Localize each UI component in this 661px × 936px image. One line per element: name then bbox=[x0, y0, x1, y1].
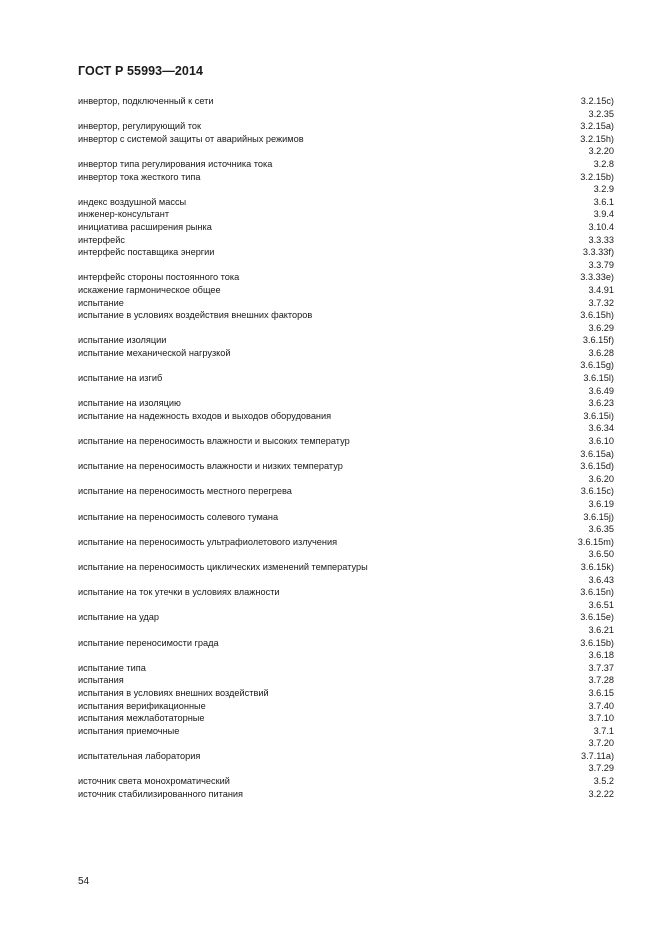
index-term: инвертор тока жесткого типа bbox=[78, 171, 201, 182]
index-row bbox=[78, 234, 614, 247]
index-term: инвертор типа регулирования источника тока bbox=[78, 158, 273, 169]
index-row bbox=[78, 359, 614, 372]
index-row bbox=[78, 637, 614, 650]
index-term: испытание на удар bbox=[78, 612, 159, 623]
index-row bbox=[78, 158, 614, 171]
index-reference: 3.6.1 bbox=[593, 196, 614, 207]
index-reference: 3.6.29 bbox=[588, 322, 614, 333]
index-term: испытания в условиях внешних воздействий bbox=[78, 687, 269, 698]
index-term: испытание на переносимость влажности и высоких температур bbox=[78, 436, 350, 447]
index-row bbox=[78, 183, 614, 196]
index-row bbox=[78, 322, 614, 335]
index-reference: 3.6.15i) bbox=[583, 410, 614, 421]
index-reference: 3.7.37 bbox=[588, 662, 614, 673]
index-row bbox=[78, 611, 614, 624]
index-term: интерфейс bbox=[78, 234, 125, 245]
index-term: искажение гармоническое общее bbox=[78, 284, 221, 295]
index-term: инициатива расширения рынка bbox=[78, 221, 212, 232]
index-reference: 3.6.15f) bbox=[582, 335, 614, 346]
index-term: испытание bbox=[78, 297, 124, 308]
index-reference: 3.6.19 bbox=[588, 499, 614, 509]
index-term: испытание типа bbox=[78, 662, 146, 673]
index-reference: 3.6.15d) bbox=[580, 461, 614, 472]
index-reference: 3.6.15n) bbox=[580, 587, 614, 598]
index-term: испытание на переносимость циклических изменений температуры bbox=[78, 561, 368, 572]
index-row bbox=[78, 448, 614, 461]
index-reference: 3.6.49 bbox=[588, 385, 614, 396]
index-row bbox=[78, 523, 614, 536]
document-header: ГОСТ Р 55993—2014 bbox=[78, 64, 204, 78]
index-term: инженер-консультант bbox=[78, 209, 170, 220]
index-term: испытание изоляции bbox=[78, 335, 167, 346]
index-row bbox=[78, 460, 614, 473]
index-row bbox=[78, 297, 614, 310]
index-term: инвертор, подключенный к сети bbox=[78, 96, 214, 106]
index-reference: 3.6.35 bbox=[588, 524, 614, 535]
index-reference: 3.2.9 bbox=[593, 184, 614, 195]
index-term: интерфейс поставщика энергии bbox=[78, 247, 215, 258]
index-row bbox=[78, 334, 614, 347]
index-row bbox=[78, 271, 614, 284]
index-term: инвертор, регулирующий ток bbox=[78, 121, 201, 132]
index-row bbox=[78, 662, 614, 675]
index-row bbox=[78, 788, 614, 801]
index-reference: 3.6.50 bbox=[588, 549, 614, 560]
index-term: испытание на переносимость влажности и низких температур bbox=[78, 461, 343, 472]
index-reference: 3.6.15h) bbox=[580, 310, 614, 321]
index-term: интерфейс стороны постоянного тока bbox=[78, 272, 240, 283]
index-reference: 3.2.8 bbox=[593, 158, 614, 169]
index-row bbox=[78, 410, 614, 423]
index-row bbox=[78, 133, 614, 146]
index-reference: 3.6.15g) bbox=[580, 360, 614, 371]
index-row bbox=[78, 624, 614, 637]
index-reference: 3.6.15 bbox=[588, 687, 614, 698]
index-row bbox=[78, 385, 614, 398]
index-reference: 3.6.51 bbox=[588, 599, 614, 610]
index-reference: 3.2.22 bbox=[588, 788, 614, 799]
index-row bbox=[78, 574, 614, 587]
index-term: испытание на переносимость местного перегрева bbox=[78, 486, 292, 497]
index-term: испытание в условиях воздействия внешних факторов bbox=[78, 310, 313, 321]
index-row bbox=[78, 775, 614, 788]
index-row bbox=[78, 725, 614, 738]
index-row bbox=[78, 473, 614, 486]
index-term: испытание на переносимость ультрафиолетового излучения bbox=[78, 536, 338, 547]
index-row bbox=[78, 196, 614, 209]
index-row bbox=[78, 548, 614, 561]
term-index-list bbox=[78, 95, 614, 800]
index-row bbox=[78, 498, 614, 511]
index-row bbox=[78, 737, 614, 750]
index-row bbox=[78, 561, 614, 574]
index-reference: 3.6.10 bbox=[588, 436, 614, 447]
index-term: испытания bbox=[78, 675, 124, 686]
index-row bbox=[78, 347, 614, 360]
index-reference: 3.2.15h) bbox=[580, 133, 614, 144]
index-reference: 3.2.15a) bbox=[580, 121, 614, 132]
index-reference: 3.4.91 bbox=[588, 284, 614, 295]
index-row bbox=[78, 108, 614, 121]
index-reference: 3.7.28 bbox=[588, 675, 614, 686]
index-row bbox=[78, 511, 614, 524]
index-row bbox=[78, 145, 614, 158]
index-row bbox=[78, 586, 614, 599]
index-row bbox=[78, 397, 614, 410]
index-reference: 3.6.15j) bbox=[583, 511, 614, 522]
index-row bbox=[78, 372, 614, 385]
index-term: источник света монохроматический bbox=[78, 776, 230, 787]
index-reference: 3.2.15c) bbox=[580, 96, 614, 106]
index-term: испытания верификационные bbox=[78, 700, 206, 711]
index-reference: 3.6.15k) bbox=[580, 561, 614, 572]
index-reference: 3.6.18 bbox=[588, 650, 614, 661]
index-row bbox=[78, 422, 614, 435]
index-reference: 3.6.20 bbox=[588, 473, 614, 484]
index-row bbox=[78, 712, 614, 725]
index-term: инвертор с системой защиты от аварийных режимов bbox=[78, 133, 304, 144]
index-term: испытание переносимости града bbox=[78, 637, 219, 648]
index-term: испытание на ток утечки в условиях влажности bbox=[78, 587, 280, 598]
index-row bbox=[78, 259, 614, 272]
index-reference: 3.6.43 bbox=[588, 574, 614, 585]
index-term: испытание на переносимость солевого тумана bbox=[78, 511, 279, 522]
index-row bbox=[78, 95, 614, 108]
index-row bbox=[78, 435, 614, 448]
index-row bbox=[78, 309, 614, 322]
index-reference: 3.6.15e) bbox=[580, 612, 614, 623]
index-row bbox=[78, 762, 614, 775]
index-reference: 3.6.21 bbox=[588, 624, 614, 635]
index-row bbox=[78, 674, 614, 687]
index-row bbox=[78, 246, 614, 259]
index-reference: 3.6.15b) bbox=[580, 637, 614, 648]
index-reference: 3.3.33 bbox=[588, 234, 614, 245]
index-reference: 3.9.4 bbox=[593, 209, 614, 220]
index-term: испытание на изгиб bbox=[78, 373, 163, 384]
index-term: испытания приемочные bbox=[78, 725, 180, 736]
index-row bbox=[78, 171, 614, 184]
index-row bbox=[78, 221, 614, 234]
index-row bbox=[78, 599, 614, 612]
page-number: 54 bbox=[78, 876, 90, 887]
index-term: испытание на изоляцию bbox=[78, 398, 181, 409]
index-term: индекс воздушной массы bbox=[78, 196, 187, 207]
index-reference: 3.6.23 bbox=[588, 398, 614, 409]
index-reference: 3.2.15b) bbox=[580, 171, 614, 182]
index-reference: 3.7.11a) bbox=[580, 750, 614, 761]
index-row bbox=[78, 208, 614, 221]
index-reference: 3.6.28 bbox=[588, 347, 614, 358]
index-reference: 3.3.79 bbox=[588, 259, 614, 270]
index-term: испытание на надежность входов и выходов оборудования bbox=[78, 410, 332, 421]
index-term: испытательная лаборатория bbox=[78, 750, 201, 761]
index-row bbox=[78, 284, 614, 297]
index-reference: 3.2.20 bbox=[588, 146, 614, 157]
index-row bbox=[78, 750, 614, 763]
index-row bbox=[78, 120, 614, 133]
index-row bbox=[78, 485, 614, 498]
index-reference: 3.6.15l) bbox=[583, 373, 614, 384]
index-reference: 3.2.35 bbox=[588, 108, 614, 119]
index-term: испытания межлаботаторные bbox=[78, 713, 205, 724]
index-reference: 3.3.33e) bbox=[580, 272, 614, 283]
index-reference: 3.5.2 bbox=[593, 776, 614, 787]
index-reference: 3.6.15c) bbox=[580, 486, 614, 497]
index-reference: 3.6.15a) bbox=[580, 448, 614, 459]
index-reference: 3.7.1 bbox=[593, 725, 614, 736]
index-reference: 3.10.4 bbox=[588, 221, 614, 232]
index-row bbox=[78, 700, 614, 713]
index-row bbox=[78, 536, 614, 549]
index-reference: 3.7.40 bbox=[588, 700, 614, 711]
index-reference: 3.3.33f) bbox=[582, 247, 614, 258]
index-reference: 3.7.20 bbox=[588, 738, 614, 749]
index-reference: 3.6.34 bbox=[588, 423, 614, 434]
index-term: источник стабилизированного питания bbox=[78, 788, 244, 799]
index-term: испытание механической нагрузкой bbox=[78, 347, 231, 358]
index-reference: 3.7.32 bbox=[588, 297, 614, 308]
index-reference: 3.7.10 bbox=[588, 713, 614, 724]
index-reference: 3.7.29 bbox=[588, 763, 614, 774]
index-reference: 3.6.15m) bbox=[577, 536, 614, 547]
index-row bbox=[78, 687, 614, 700]
index-row bbox=[78, 649, 614, 662]
